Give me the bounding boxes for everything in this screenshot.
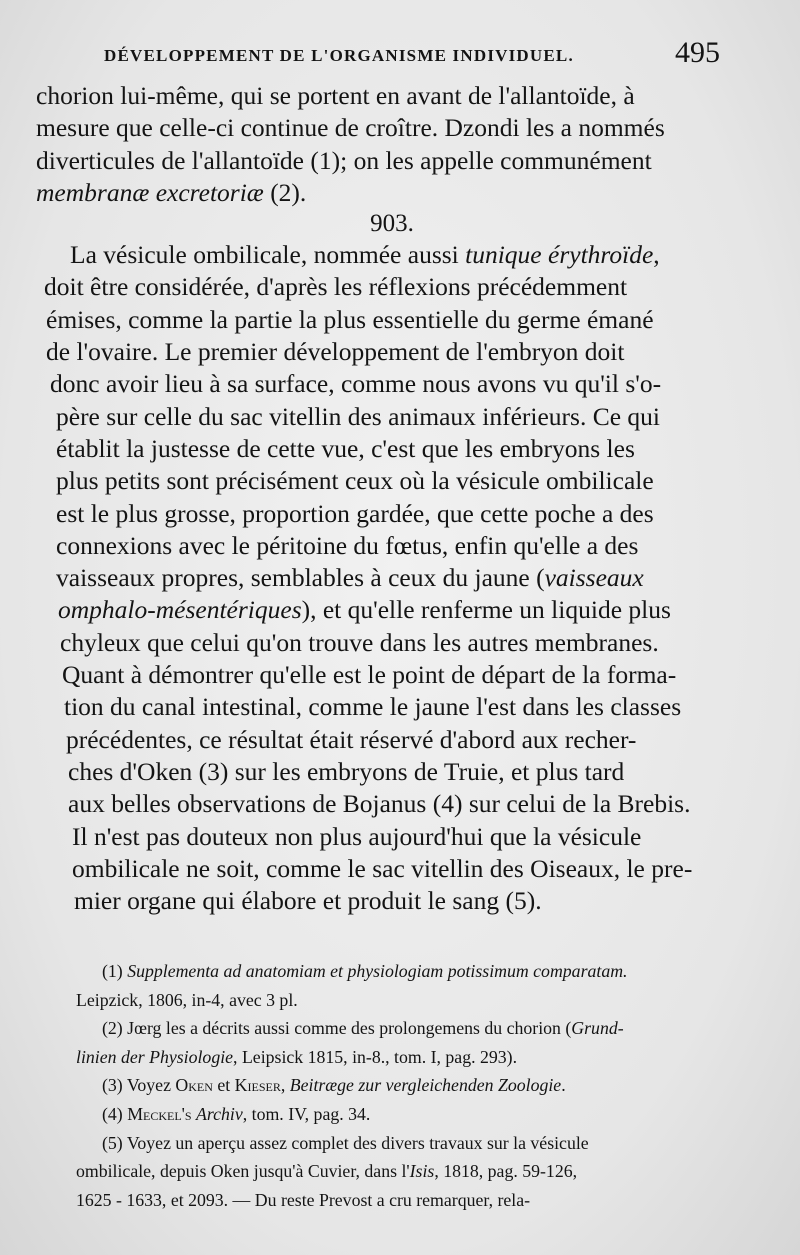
- main-text: [36, 80, 748, 917]
- text-line: ches d'Oken (3) sur les embryons de Truie, et plus tard: [68, 756, 625, 786]
- text-fragment: (1): [102, 961, 128, 981]
- text-line: est le plus grosse, proportion gardée, que cette poche a des: [56, 498, 654, 528]
- text-line: donc avoir lieu à sa surface, comme nous avons vu qu'il s'o-: [50, 369, 662, 399]
- text-fragment: ombilicale, depuis Oken jusqu'à Cuvier, dans l': [76, 1161, 410, 1182]
- italic-term: Isis: [409, 1161, 435, 1182]
- italic-term: linien der Physiologie: [76, 1046, 234, 1067]
- italic-term: Supplementa ad anatomiam et physiologiam potissimum comparatam.: [127, 961, 628, 981]
- text-fragment: , 1818, pag. 59-126,: [434, 1161, 578, 1182]
- text-fragment: ), et qu'elle renferme un liquide plus: [301, 595, 671, 625]
- text-line: chyleux que celui qu'on trouve dans les autres membranes.: [60, 627, 659, 657]
- footnote-1-continued: Leipzick, 1806, in-4, avec 3 pl.: [76, 989, 298, 1010]
- text-line: ombilicale ne soit, comme le sac vitellin des Oiseaux, le pre-: [72, 853, 693, 883]
- running-head: DÉVELOPPEMENT DE L'ORGANISME INDIVIDUEL.: [104, 46, 574, 65]
- text-line: établit la justesse de cette vue, c'est que les embryons les: [56, 433, 635, 463]
- page-number: 495: [675, 36, 720, 69]
- text-line: connexions avec le péritoine du fœtus, enfin qu'elle a des: [56, 530, 639, 560]
- footnote-2-continued: [76, 1043, 766, 1072]
- text-fragment: (3) Voyez: [102, 1075, 176, 1096]
- footnote-5-continued: 1625 - 1633, et 2093. — Du reste Prevost a cru remarquer, rela-: [76, 1189, 531, 1210]
- footnote-5-continued: [76, 1157, 766, 1186]
- text-fragment: , Leipsick 1815, in-8., tom. I, pag. 293).: [233, 1046, 518, 1067]
- text-line: [36, 177, 748, 209]
- text-line: plus petits sont précisément ceux où la vésicule ombilicale: [56, 466, 654, 496]
- italic-term: vaisseaux: [544, 563, 644, 593]
- footnote-5: (5) Voyez un aperçu assez complet des divers travaux sur la vésicule: [102, 1132, 589, 1153]
- footnote-2: [76, 1014, 766, 1043]
- text-line: père sur celle du sac vitellin des animaux inférieurs. Ce qui: [56, 401, 661, 431]
- text-fragment: , tom. IV, pag. 34.: [242, 1103, 371, 1124]
- text-line: Il n'est pas douteux non plus aujourd'hui que la vésicule: [72, 821, 642, 851]
- italic-term: Grund-: [571, 1018, 624, 1039]
- text-line: diverticules de l'allantoïde (1); on les appelle communément: [36, 145, 652, 175]
- text-line: précédentes, ce résultat était réservé d'abord aux recher-: [66, 724, 637, 754]
- text-line: de l'ovaire. Le premier développement de l'embryon doit: [46, 337, 625, 367]
- italic-term: tunique érythroïde: [465, 240, 654, 270]
- text-line: aux belles observations de Bojanus (4) sur celui de la Brebis.: [68, 789, 691, 819]
- text-fragment: (2).: [263, 177, 307, 207]
- text-line: [36, 239, 748, 271]
- section-number: 903.: [370, 210, 414, 238]
- italic-term: Archiv: [196, 1103, 243, 1124]
- footnotes: [76, 957, 766, 1214]
- footnote-1: [76, 957, 766, 986]
- text-line: [36, 562, 748, 594]
- italic-term: membranæ excretoriæ: [36, 177, 264, 207]
- text-line: émises, comme la partie la plus essentielle du germe émané: [46, 304, 654, 334]
- text-line: tion du canal intestinal, comme le jaune l'est dans les classes: [64, 692, 682, 722]
- italic-term: Beitræge zur vergleichenden Zoologie: [289, 1075, 562, 1096]
- text-line: mesure que celle-ci continue de croître. Dzondi les a nommés: [36, 113, 665, 143]
- footnote-3: [76, 1071, 766, 1100]
- author-name: Meckel's: [127, 1103, 192, 1124]
- text-fragment: .: [561, 1075, 566, 1096]
- text-line: Quant à démontrer qu'elle est le point de départ de la forma-: [62, 660, 677, 690]
- italic-term: omphalo-mésentériques: [58, 595, 302, 625]
- text-line: mier organe qui élabore et produit le sang (5).: [74, 886, 542, 916]
- text-fragment: ,: [280, 1075, 290, 1096]
- text-fragment: et: [212, 1075, 235, 1096]
- text-fragment: vaisseaux propres, semblables à ceux du jaune (: [56, 563, 545, 593]
- footnote-4: [76, 1100, 766, 1129]
- text-fragment: La vésicule ombilicale, nommée aussi: [70, 240, 466, 270]
- author-name: Oken: [175, 1075, 213, 1096]
- text-fragment: (4): [102, 1103, 128, 1124]
- text-line: [36, 594, 748, 626]
- text-line: chorion lui-même, qui se portent en avant de l'allantoïde, à: [36, 81, 635, 110]
- text-fragment: (2) Jœrg les a décrits aussi comme des prolongemens du chorion (: [102, 1018, 572, 1039]
- text-line: doit être considérée, d'après les réflexions précédemment: [44, 272, 628, 302]
- text-fragment: ,: [653, 240, 660, 270]
- page-header: [90, 36, 720, 76]
- author-name: Kieser: [234, 1075, 281, 1096]
